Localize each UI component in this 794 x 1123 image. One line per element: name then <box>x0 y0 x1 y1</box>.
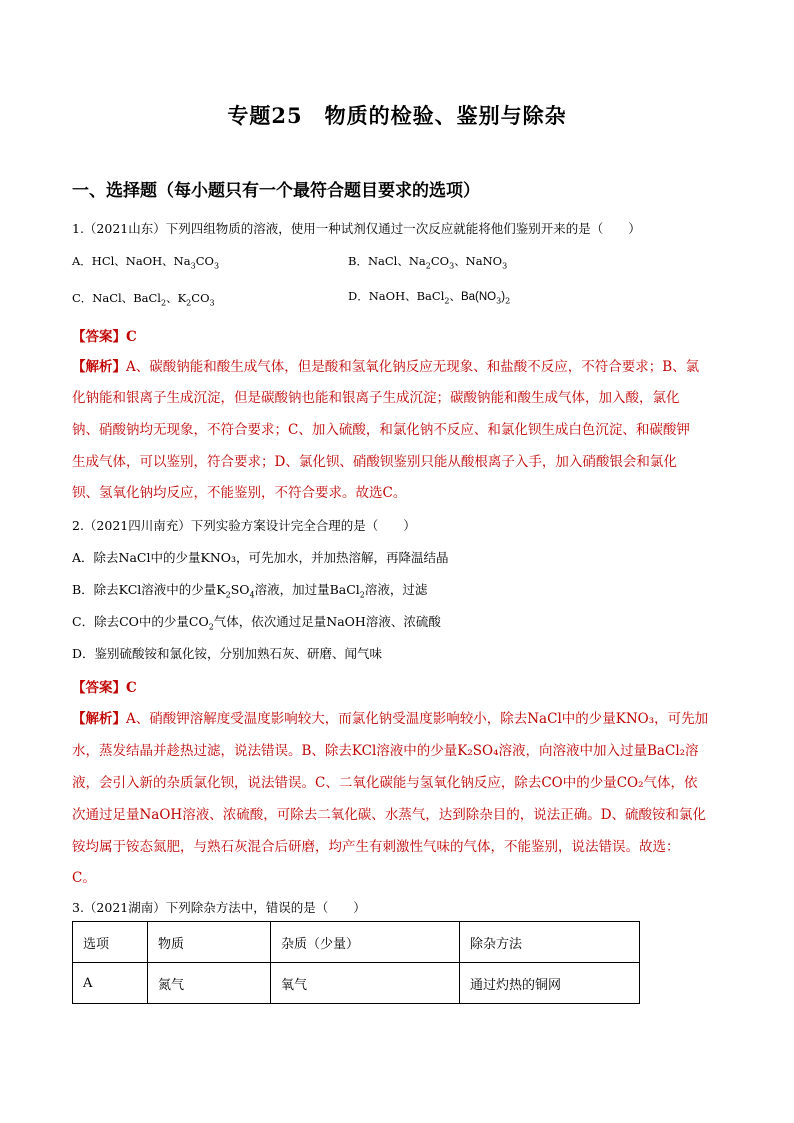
q1-option-b: B．NaCl、$Na_2CO_3$、NaNO$_3$ <box>348 254 508 271</box>
q1-analysis-line-3: 钠、硝酸钠均无现象，不符合要求；C、加入硫酸，和氯化钠不反应、和氯化钡生成白色沉淀、和碳酸钾 <box>72 422 690 438</box>
q1-analysis-line-5: 钡、氢氧化钠均反应，不能鉴别，不符合要求。故选C。 <box>72 485 407 501</box>
table-header-cell: 除杂方法 <box>460 922 640 963</box>
q3-table <box>72 921 640 1004</box>
q1-analysis-line-2: 化钠能和银离子生成沉淀，但是碳酸钠也能和银离子生成沉淀；碳酸钠能和酸生成气体，加入酸，氯化 <box>72 390 680 406</box>
q1-analysis-line-4: 生成气体，可以鉴别，符合要求；D、氯化钡、硝酸钡鉴别只能从酸根离子入手，加入硝酸银会和氯化 <box>72 454 677 470</box>
q2-analysis-line-4: 次通过足量NaOH溶液、浓硫酸，可除去二氧化碳、水蒸气，达到除杂目的，说法正确。D、硫酸铵和氯化 <box>72 807 707 823</box>
q1-option-a: A．HCl、NaOH、$Na_3CO_3$ <box>72 254 220 271</box>
q2-analysis-line-5: 铵均属于铵态氮肥，与熟石灰混合后研磨，均产生有刺激性气味的气体，不能鉴别，说法错误。故选： <box>72 839 680 855</box>
section-heading: 一、选择题（每小题只有一个最符合题目要求的选项） <box>72 181 480 201</box>
table-cell: 氧气 <box>271 963 460 1004</box>
table-header-cell: 选项 <box>73 922 148 963</box>
table-cell: 通过灼热的铜网 <box>460 963 640 1004</box>
q1-analysis-line-1: 【解析】A、碳酸钠能和酸生成气体，但是酸和氢氧化钠反应无现象、和盐酸不反应，不符合要求；B、氯 <box>72 359 700 375</box>
table-header-cell: 物质 <box>148 922 271 963</box>
table-cell: A <box>73 963 148 1004</box>
q2-option-a: A．除去NaCl中的少量KNO₃，可先加水，并加热溶解，再降温结晶 <box>72 550 449 565</box>
table-header-row <box>73 922 640 963</box>
q2-analysis-line-2: 水，蒸发结晶并趁热过滤，说法错误。B、除去KCl溶液中的少量K₂SO₄溶液，向溶液中加入过量BaCl₂溶 <box>72 743 699 759</box>
q1-answer: 【答案】C <box>72 329 137 345</box>
q2-stem: 2.（2021四川南充）下列实验方案设计完全合理的是（ ） <box>72 518 416 533</box>
q2-option-c: C．除去CO中的少量$CO_2$气体，依次通过足量NaOH溶液、浓硫酸 <box>72 614 441 632</box>
q1-option-d: D．NaOH、BaCl$_2$、$Ba(NO_3)_2$ <box>348 289 511 306</box>
q2-option-b: B．除去KCl溶液中的少量$K_2SO_4$溶液，加过量BaCl$_2$溶液，过滤 <box>72 582 428 600</box>
q2-answer: 【答案】C <box>72 680 137 696</box>
q3-stem: 3.（2021湖南）下列除杂方法中，错误的是（ ） <box>72 900 366 915</box>
q2-analysis-line-6: C。 <box>72 870 96 886</box>
page-title: 专题25 物质的检验、鉴别与除杂 <box>227 103 567 128</box>
q2-analysis-line-1: 【解析】A、硝酸钾溶解度受温度影响较大，而氯化钠受温度影响较小，除去NaCl中的少量KNO₃，可先加 <box>72 711 709 727</box>
table-header-cell: 杂质（少量） <box>271 922 460 963</box>
q1-stem: 1.（2021山东）下列四组物质的溶液，使用一种试剂仅通过一次反应就能将他们鉴别开来的是（ ） <box>72 221 641 236</box>
table-cell: 氮气 <box>148 963 271 1004</box>
q2-option-d: D．鉴别硫酸铵和氯化铵，分别加熟石灰、研磨、闻气味 <box>72 646 383 661</box>
table-row <box>73 963 640 1004</box>
q1-option-c: C．NaCl、BaCl$_2$、$K_2CO_3$ <box>72 291 215 308</box>
q2-analysis-line-3: 液，会引入新的杂质氯化钡，说法错误。C、二氧化碳能与氢氧化钠反应，除去CO中的少量CO₂气体，依 <box>72 775 698 791</box>
